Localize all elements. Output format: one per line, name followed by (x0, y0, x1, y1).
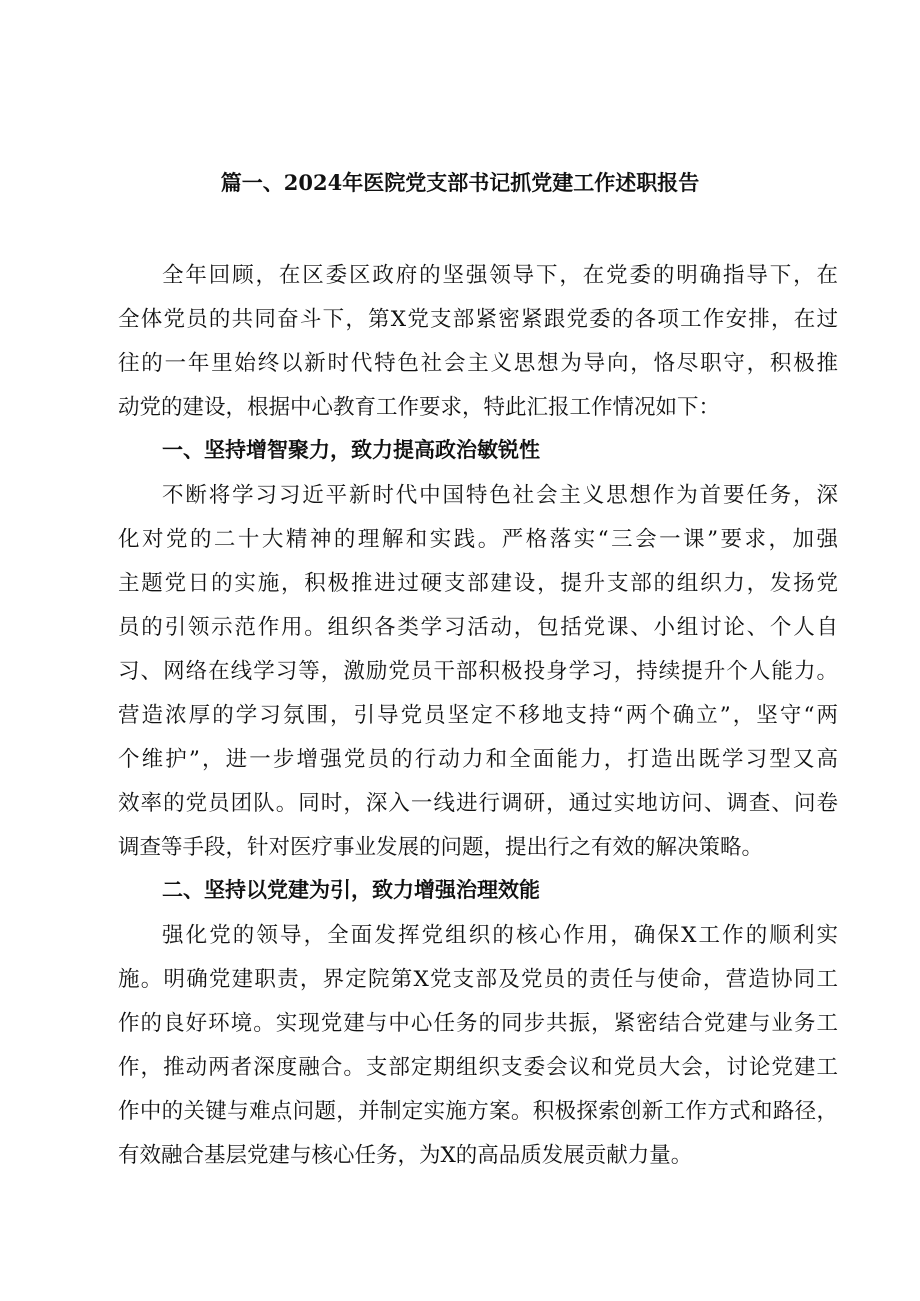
paragraph-line: 作中的关键与难点问题，并制定实施方案。积极探索创新工作方式和路径， (118, 1099, 838, 1124)
paragraph-line: 作的良好环境。实现党建与中心任务的同步共振，紧密结合党建与业务工 (118, 1011, 838, 1036)
section-heading: 二、坚持以党建为引，致力增强治理效能 (162, 878, 540, 902)
paragraph-line: 有效融合基层党建与核心任务，为X的高品质发展贡献力量。 (118, 1143, 693, 1168)
intro-line: 全年回顾，在区委区政府的坚强领导下，在党委的明确指导下，在 (162, 263, 838, 288)
document-title: 篇一、2024年医院党支部书记抓党建工作述职报告 (220, 170, 700, 195)
paragraph-line: 习、网络在线学习等，激励党员干部积极投身学习，持续提升个人能力。 (118, 659, 838, 684)
paragraph-line: 施。明确党建职责，界定院第X党支部及党员的责任与使命，营造协同工 (118, 967, 838, 992)
paragraph-line: 强化党的领导，全面发挥党组织的核心作用，确保X工作的顺利实 (162, 923, 838, 948)
paragraph-line: 化对党的二十大精神的理解和实践。严格落实“三会一课”要求，加强 (118, 527, 838, 552)
paragraph-line: 作，推动两者深度融合。支部定期组织支委会议和党员大会，讨论党建工 (118, 1055, 838, 1080)
paragraph-line: 个维护”，进一步增强党员的行动力和全面能力，打造出既学习型又高 (118, 747, 838, 772)
paragraph-line: 不断将学习习近平新时代中国特色社会主义思想作为首要任务，深 (162, 483, 838, 508)
intro-line: 往的一年里始终以新时代特色社会主义思想为导向，恪尽职守，积极推 (118, 351, 838, 376)
section-heading: 一、坚持增智聚力，致力提高政治敏锐性 (162, 438, 540, 462)
intro-line: 全体党员的共同奋斗下，第X党支部紧密紧跟党委的各项工作安排，在过 (118, 307, 838, 332)
paragraph-line: 调查等手段，针对医疗事业发展的问题，提出行之有效的解决策略。 (118, 835, 764, 860)
intro-line: 动党的建设，根据中心教育工作要求，特此汇报工作情况如下： (118, 395, 721, 420)
paragraph-line: 主题党日的实施，积极推进过硬支部建设，提升支部的组织力，发扬党 (118, 571, 838, 596)
paragraph-line: 效率的党员团队。同时，深入一线进行调研，通过实地访问、调查、问卷 (118, 791, 838, 816)
paragraph-line: 营造浓厚的学习氛围，引导党员坚定不移地支持“两个确立”，坚守“两 (118, 703, 838, 728)
paragraph-line: 员的引领示范作用。组织各类学习活动，包括党课、小组讨论、个人自 (118, 615, 838, 640)
